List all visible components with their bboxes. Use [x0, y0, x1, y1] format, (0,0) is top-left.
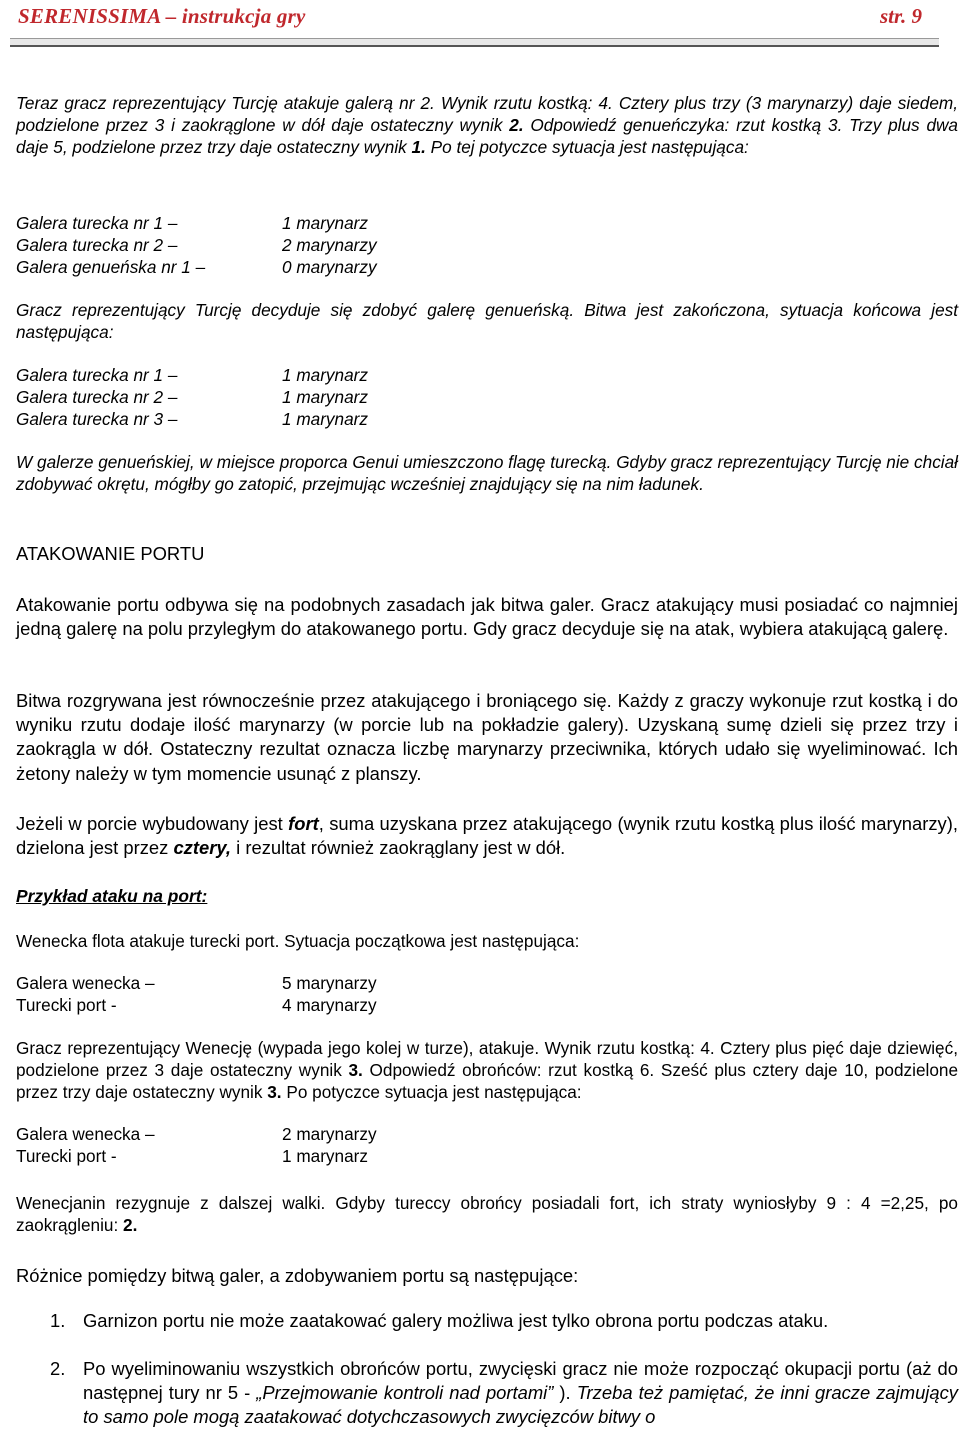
- paragraph-fort-rule: Jeżeli w porcie wybudowany jest fort, suma uzyskana przez atakującego (wynik rzutu kostką plus ilość marynarzy), dzielona jest przez cztery, i rezultat również zaokrąglany jest w dół.: [16, 813, 958, 859]
- paragraph-turkish-attack: Teraz gracz reprezentujący Turcję atakuje galerą nr 2. Wynik rzutu kostką: 4. Cztery plus trzy (3 marynarzy) daje siedem, podzielone przez 3 i zaokrąglone w dół daje ostateczny wynik 2. Odpowiedź genueńczyka: rzut kostką 3. Trzy plus dwa daje 5, podzielone przez trzy daje ostateczny wynik 1. Po tej potyczce sytuacja jest następująca:: [16, 93, 958, 157]
- paragraph-battle-resolution: Bitwa rozgrywana jest równocześnie przez atakującego i broniącego się. Każdy z graczy wykonuje rzut kostką i do wyniku rzutu dodaje ilość marynarzy (w porcie lub na pokładzie galery). Uzyskaną sumę dzieli się przez trzy i zaokrągla w dół. Ostateczny rezultat oznacza liczbę marynarzy przeciwnika, których udało się wyeliminować. Ich żetony należy w tym momencie usunąć z planszy.: [16, 690, 958, 784]
- example-heading: Przykład ataku na port:: [16, 886, 208, 906]
- section-heading: ATAKOWANIE PORTU: [16, 543, 205, 564]
- paragraph-differences-intro: Różnice pomiędzy bitwą galer, a zdobywaniem portu są następujące:: [16, 1265, 579, 1286]
- paragraph-flag: W galerze genueńskiej, w miejsce proporca Genui umieszczono flagę turecką. Gdyby gracz reprezentujący Turcję nie chciał zdobywać okrętu, mógłby go zatopić, przejmując wcześniej znajdujący się na nim ładunek.: [16, 452, 958, 494]
- paragraph-port-attack-rules: Atakowanie portu odbywa się na podobnych zasadach jak bitwa galer. Gracz atakujący musi posiadać co najmniej jedną galerę na polu przyległym do atakowanego portu. Gdy gracz decyduje się na atak, wybiera atakującą galerę.: [16, 594, 958, 640]
- page-number: str. 9: [879, 4, 922, 28]
- paragraph-capture: Gracz reprezentujący Turcję decyduje się zdobyć galerę genueńską. Bitwa jest zakończona, sytuacja końcowa jest następująca:: [16, 300, 958, 342]
- paragraph-example-battle: Gracz reprezentujący Wenecję (wypada jego kolej w turze), atakuje. Wynik rzutu kostką: 4. Cztery plus pięć daje dziewięć, podzielone przez 3 daje ostateczny wynik 3. Odpowiedź obrońców: rzut kostką 6. Sześć plus cztery daje 10, podzielone przez trzy daje ostateczny wynik 3. Po potyczce sytuacja jest następująca:: [16, 1038, 959, 1102]
- paragraph-example-intro: Wenecka flota atakuje turecki port. Sytuacja początkowa jest następująca:: [16, 931, 580, 951]
- document-title: SERENISSIMA – instrukcja gry: [18, 4, 306, 28]
- page-header: [18, 2, 946, 42]
- paragraph-example-end: Wenecjanin rezygnuje z dalszej walki. Gdyby tureccy obrońcy posiadali fort, ich straty wyniosłyby 9 : 4 =2,25, po zaokrągleniu: 2.: [16, 1193, 958, 1235]
- header-rule: [10, 38, 939, 47]
